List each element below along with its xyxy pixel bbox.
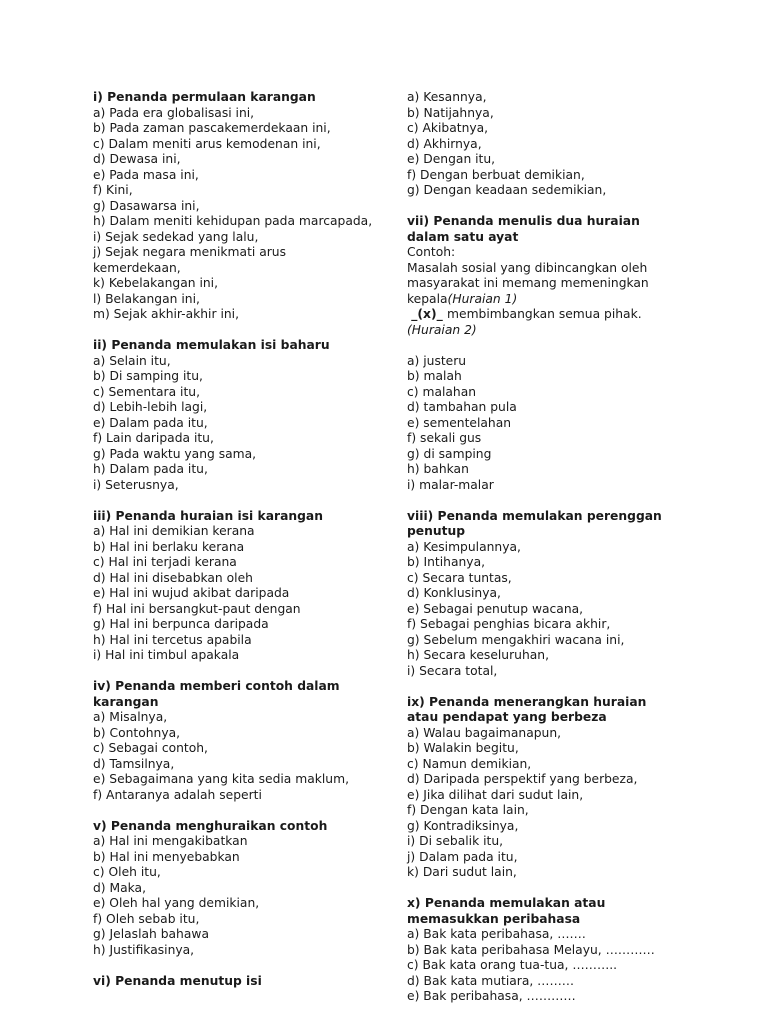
list-item: b) Natijahnya, bbox=[407, 105, 494, 120]
list-item: e) Bak peribahasa, ………… bbox=[407, 989, 576, 1003]
section-iv bbox=[93, 679, 373, 803]
list-item: d) tambahan pula bbox=[407, 400, 517, 414]
section-title: iv) Penanda memberi contoh dalam karangan bbox=[93, 679, 340, 709]
section-title: ii) Penanda memulakan isi baharu bbox=[93, 338, 330, 352]
list-item: f) Hal ini bersangkut-paut dengan bbox=[93, 601, 301, 616]
list-item: b) Hal ini berlaku kerana bbox=[93, 539, 245, 554]
list-item: f) Dengan berbuat demikian, bbox=[407, 167, 585, 182]
list-item: e) Dalam pada itu, bbox=[93, 415, 208, 430]
list-item: d) Daripada perspektif yang berbeza, bbox=[407, 772, 638, 786]
list-item: g) Kontradiksinya, bbox=[407, 818, 519, 833]
list-item: f) sekali gus bbox=[407, 431, 482, 445]
section-title: i) Penanda permulaan karangan bbox=[93, 90, 316, 104]
list-item: k) Dari sudut lain, bbox=[407, 865, 517, 879]
right-column bbox=[407, 90, 685, 1020]
list-item: c) Bak kata orang tua-tua, ……….. bbox=[407, 958, 618, 972]
list-item: g) di samping bbox=[407, 446, 492, 461]
list-item: d) Konklusinya, bbox=[407, 586, 501, 600]
list-item: g) Sebelum mengakhiri wacana ini, bbox=[407, 632, 625, 647]
section-vii bbox=[407, 214, 685, 338]
example-note-2: (Huraian 2) bbox=[407, 322, 477, 337]
list-item: e) Oleh hal yang demikian, bbox=[93, 896, 260, 910]
list-item: f) Antaranya adalah seperti bbox=[93, 787, 262, 802]
section-vii-connectors bbox=[407, 354, 685, 494]
list-item: c) Hal ini terjadi kerana bbox=[93, 555, 237, 569]
list-item: f) Dengan kata lain, bbox=[407, 803, 529, 817]
example-blank: _(x)_ bbox=[407, 307, 448, 321]
list-item: b) Hal ini menyebabkan bbox=[93, 849, 240, 864]
list-item: e) Jika dilihat dari sudut lain, bbox=[407, 787, 584, 802]
section-vi bbox=[93, 974, 373, 990]
list-item: b) Intihanya, bbox=[407, 555, 486, 569]
list-item: d) Hal ini disebabkan oleh bbox=[93, 570, 253, 585]
section-i bbox=[93, 90, 373, 323]
list-item: i) Sejak sedekad yang lalu, bbox=[93, 229, 259, 244]
list-item: g) Jelaslah bahawa bbox=[93, 927, 209, 941]
list-item: g) Pada waktu yang sama, bbox=[93, 446, 257, 461]
section-viii bbox=[407, 509, 685, 680]
list-item: h) Hal ini tercetus apabila bbox=[93, 632, 252, 647]
list-item: a) Pada era globalisasi ini, bbox=[93, 105, 255, 120]
list-item: e) Pada masa ini, bbox=[93, 167, 199, 182]
list-item: d) Bak kata mutiara, ……… bbox=[407, 973, 575, 988]
list-item: d) Lebih-lebih lagi, bbox=[93, 400, 208, 414]
list-item: c) Oleh itu, bbox=[93, 865, 161, 879]
list-item: g) Dengan keadaan sedemikian, bbox=[407, 183, 607, 197]
section-ix bbox=[407, 695, 685, 881]
list-item: j) Dalam pada itu, bbox=[407, 849, 518, 864]
section-title: vi) Penanda menutup isi bbox=[93, 973, 262, 988]
list-item: c) Dalam meniti arus kemodenan ini, bbox=[93, 136, 321, 151]
list-item: h) bahkan bbox=[407, 462, 469, 476]
list-item: c) Secara tuntas, bbox=[407, 570, 512, 585]
list-item: i) Seterusnya, bbox=[93, 477, 179, 492]
list-item: i) Hal ini timbul apakala bbox=[93, 648, 240, 662]
list-item: f) Sebagai penghias bicara akhir, bbox=[407, 617, 611, 631]
section-title: x) Penanda memulakan atau memasukkan peribahasa bbox=[407, 896, 606, 926]
example-text bbox=[407, 261, 657, 339]
example-note-1: (Huraian 1) bbox=[447, 291, 518, 306]
section-vi-continued bbox=[407, 90, 685, 199]
list-item: a) Hal ini mengakibatkan bbox=[93, 834, 248, 848]
list-item: i) malar-malar bbox=[407, 477, 494, 492]
list-item: e) Sebagaimana yang kita sedia maklum, bbox=[93, 772, 349, 786]
list-item: a) justeru bbox=[407, 353, 467, 368]
list-item: c) Sebagai contoh, bbox=[93, 741, 208, 755]
section-ii bbox=[93, 338, 373, 493]
section-title: vii) Penanda menulis dua huraian dalam satu ayat bbox=[407, 214, 640, 244]
section-x bbox=[407, 896, 685, 1005]
list-item: d) Maka, bbox=[93, 880, 147, 895]
list-item: h) Justifikasinya, bbox=[93, 942, 195, 957]
list-item: c) Namun demikian, bbox=[407, 756, 532, 771]
list-item: a) Hal ini demikian kerana bbox=[93, 524, 255, 538]
list-item: c) malahan bbox=[407, 384, 477, 399]
section-v bbox=[93, 819, 373, 959]
list-item: b) Pada zaman pascakemerdekaan ini, bbox=[93, 121, 331, 135]
list-item: f) Kini, bbox=[93, 183, 133, 197]
list-item: h) Dalam pada itu, bbox=[93, 462, 208, 476]
list-item: a) Kesimpulannya, bbox=[407, 539, 521, 554]
list-item: a) Misalnya, bbox=[93, 710, 168, 724]
left-column bbox=[93, 90, 373, 1005]
list-item: f) Oleh sebab itu, bbox=[93, 911, 200, 926]
example-clause-1: Masalah sosial yang dibincangkan oleh masyarakat ini memang memeningkan kepala bbox=[407, 260, 649, 306]
list-item: e) Sebagai penutup wacana, bbox=[407, 601, 584, 616]
list-item: b) malah bbox=[407, 369, 462, 383]
list-item: a) Bak kata peribahasa, ……. bbox=[407, 927, 586, 941]
section-iii bbox=[93, 509, 373, 664]
list-item: m) Sejak akhir-akhir ini, bbox=[93, 307, 239, 321]
list-item: d) Tamsilnya, bbox=[93, 756, 175, 771]
example-label: Contoh: bbox=[407, 245, 456, 259]
list-item: d) Akhirnya, bbox=[407, 136, 482, 151]
section-title: v) Penanda menghuraikan contoh bbox=[93, 818, 328, 833]
list-item: a) Kesannya, bbox=[407, 90, 487, 104]
list-item: l) Belakangan ini, bbox=[93, 291, 200, 306]
list-item: i) Secara total, bbox=[407, 663, 498, 678]
list-item: e) Dengan itu, bbox=[407, 152, 496, 166]
list-item: c) Sementara itu, bbox=[93, 384, 200, 399]
list-item: h) Secara keseluruhan, bbox=[407, 648, 549, 662]
list-item: e) Hal ini wujud akibat daripada bbox=[93, 586, 290, 600]
list-item: g) Dasawarsa ini, bbox=[93, 198, 200, 213]
list-item: c) Akibatnya, bbox=[407, 121, 489, 135]
section-title: iii) Penanda huraian isi karangan bbox=[93, 508, 323, 523]
list-item: a) Walau bagaimanapun, bbox=[407, 725, 562, 740]
list-item: k) Kebelakangan ini, bbox=[93, 276, 218, 290]
section-title: ix) Penanda menerangkan huraian atau pendapat yang berbeza bbox=[407, 694, 647, 724]
list-item: b) Di samping itu, bbox=[93, 369, 203, 383]
example-clause-2: membimbangkan semua pihak. bbox=[447, 307, 642, 321]
list-item: a) Selain itu, bbox=[93, 353, 171, 368]
list-item: b) Contohnya, bbox=[93, 725, 181, 740]
list-item: j) Sejak negara menikmati arus kemerdekaan, bbox=[93, 245, 287, 275]
list-item: i) Di sebalik itu, bbox=[407, 834, 504, 848]
list-item: g) Hal ini berpunca daripada bbox=[93, 617, 269, 631]
list-item: d) Dewasa ini, bbox=[93, 152, 181, 166]
list-item: h) Dalam meniti kehidupan pada marcapada, bbox=[93, 214, 373, 228]
list-item: b) Bak kata peribahasa Melayu, ………… bbox=[407, 942, 655, 957]
list-item: f) Lain daripada itu, bbox=[93, 431, 214, 445]
section-title: viii) Penanda memulakan perenggan penutup bbox=[407, 508, 662, 538]
list-item: e) sementelahan bbox=[407, 415, 512, 430]
list-item: b) Walakin begitu, bbox=[407, 741, 519, 755]
